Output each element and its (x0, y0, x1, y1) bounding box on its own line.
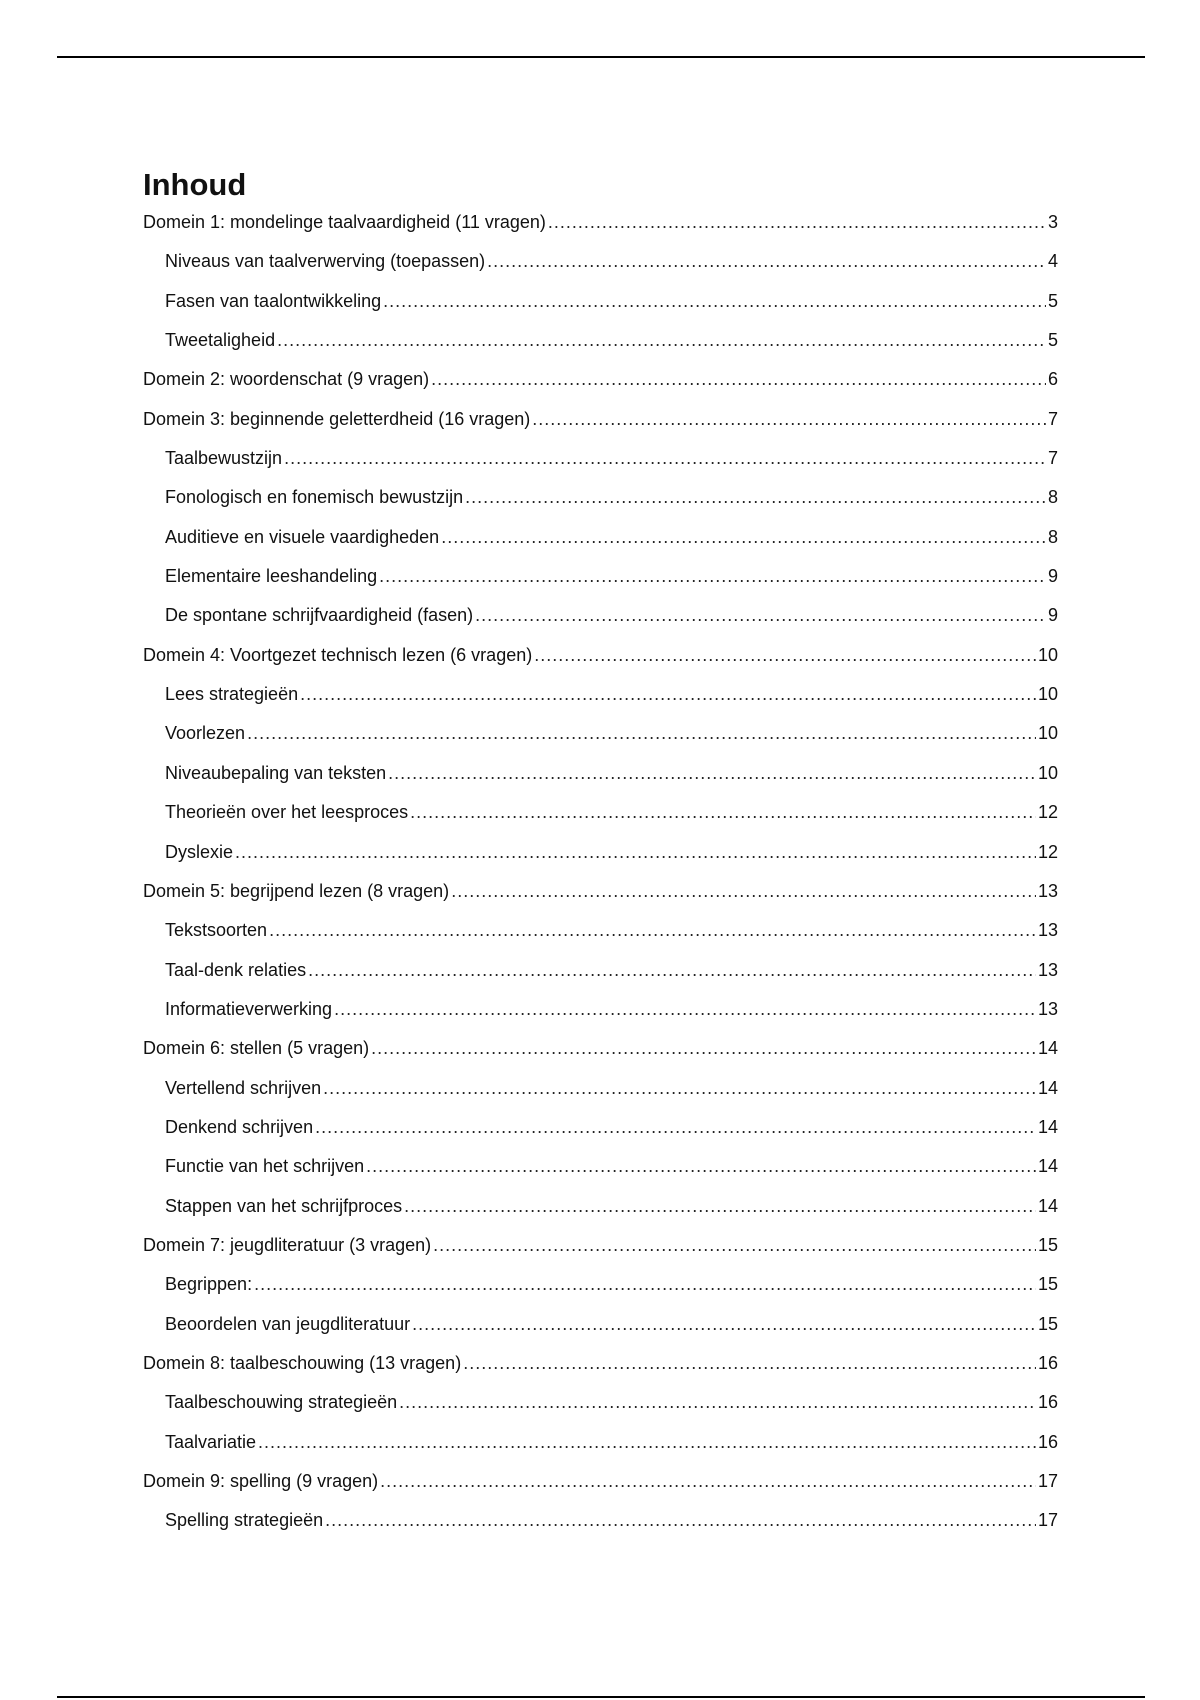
toc-entry-label: Vertellend schrijven (165, 1077, 322, 1098)
toc-item (143, 761, 1058, 800)
toc-entry-subsection[interactable] (143, 249, 1058, 288)
toc-entry-label: Elementaire leeshandeling (165, 566, 378, 587)
toc-entry-label: Domein 4: Voortgezet technisch lezen (6 vragen) (143, 644, 533, 665)
toc-entry-label: Stappen van het schrijfproces (165, 1195, 403, 1216)
toc-entry-domain[interactable] (143, 643, 1058, 682)
toc-item (143, 721, 1058, 760)
footer-rule (57, 1696, 1145, 1698)
toc-entry-page-number: 14 (1037, 1156, 1058, 1177)
toc-dot-leader (410, 802, 1036, 822)
toc-entry-page-number: 14 (1037, 1038, 1058, 1059)
toc-item (143, 1508, 1058, 1547)
toc-entry-label: Voorlezen (165, 723, 246, 744)
toc-entry-page-number: 17 (1037, 1510, 1058, 1531)
toc-dot-leader (532, 409, 1046, 429)
toc-entry-page-number: 5 (1047, 330, 1058, 351)
toc-entry-page-number: 16 (1037, 1352, 1058, 1373)
toc-dot-leader (371, 1038, 1036, 1058)
toc-entry-domain[interactable] (143, 1233, 1058, 1272)
toc-entry-label: Denkend schrijven (165, 1116, 314, 1137)
toc-item (143, 997, 1058, 1036)
toc-item (143, 840, 1058, 879)
toc-dot-leader (315, 1117, 1036, 1137)
toc-entry-domain[interactable] (143, 367, 1058, 406)
toc-item (143, 1233, 1058, 1272)
toc-entry-page-number: 8 (1047, 487, 1058, 508)
toc-item (143, 289, 1058, 328)
toc-entry-subsection[interactable] (143, 682, 1058, 721)
toc-entry-label: Domein 8: taalbeschouwing (13 vragen) (143, 1352, 462, 1373)
toc-item (143, 446, 1058, 485)
toc-entry-label: Tekstsoorten (165, 920, 268, 941)
toc-item (143, 1469, 1058, 1508)
toc-entry-subsection[interactable] (143, 564, 1058, 603)
toc-entry-label: Domein 9: spelling (9 vragen) (143, 1471, 379, 1491)
toc-entry-page-number: 17 (1037, 1471, 1058, 1491)
toc-entry-label: Domein 5: begrijpend lezen (8 vragen) (143, 880, 450, 901)
toc-item (143, 525, 1058, 564)
toc-entry-page-number: 12 (1037, 802, 1058, 823)
toc-entry-subsection[interactable] (143, 446, 1058, 485)
toc-dot-leader (300, 684, 1036, 704)
toc-entry-page-number: 15 (1037, 1234, 1058, 1255)
toc-dot-leader (548, 212, 1046, 232)
toc-entry-domain[interactable] (143, 1351, 1058, 1390)
toc-entry-page-number: 13 (1037, 998, 1058, 1019)
toc-item (143, 918, 1058, 957)
toc-entry-label: Taalvariatie (165, 1431, 257, 1452)
toc-dot-leader (404, 1196, 1036, 1216)
toc-entry-page-number: 12 (1037, 841, 1058, 862)
toc-dot-leader (269, 920, 1036, 940)
toc-entry-subsection[interactable] (143, 1076, 1058, 1115)
toc-dot-leader (284, 448, 1046, 468)
toc-entry-domain[interactable] (143, 407, 1058, 446)
toc-dot-leader (412, 1314, 1036, 1334)
toc-entry-page-number: 6 (1047, 369, 1058, 390)
toc-entry-page-number: 15 (1037, 1274, 1058, 1295)
toc-entry-page-number: 13 (1037, 920, 1058, 941)
toc-dot-leader (451, 881, 1036, 901)
toc-entry-label: Begrippen: (165, 1274, 253, 1295)
toc-entry-label: Theorieën over het leesproces (165, 802, 409, 823)
toc-item (143, 1272, 1058, 1311)
toc-entry-label: Taalbewustzijn (165, 448, 283, 469)
toc-title: Inhoud (143, 167, 247, 202)
toc-entry-label: Niveaus van taalverwerving (toepassen) (165, 251, 486, 272)
toc-entry-domain[interactable] (143, 879, 1058, 918)
toc-entry-label: Auditieve en visuele vaardigheden (165, 526, 440, 547)
toc-dot-leader (254, 1274, 1036, 1294)
toc-entry-page-number: 3 (1047, 212, 1058, 232)
toc-item (143, 1351, 1058, 1390)
toc-dot-leader (380, 1471, 1036, 1491)
toc-item (143, 879, 1058, 918)
toc-entry-subsection[interactable] (143, 1390, 1058, 1429)
toc-dot-leader (325, 1510, 1036, 1530)
toc-entry-subsection[interactable] (143, 997, 1058, 1036)
toc-dot-leader (383, 291, 1046, 311)
toc-dot-leader (334, 999, 1036, 1019)
toc-entry-page-number: 8 (1047, 526, 1058, 547)
toc-entry-label: Domein 2: woordenschat (9 vragen) (143, 369, 430, 390)
toc-entry-subsection[interactable] (143, 1430, 1058, 1469)
toc-dot-leader (534, 645, 1036, 665)
toc-entry-page-number: 10 (1037, 644, 1058, 665)
toc-entry-page-number: 10 (1037, 684, 1058, 705)
toc-entry-label: Informatieverwerking (165, 998, 333, 1019)
toc-entry-subsection[interactable] (143, 525, 1058, 564)
toc-entry-label: Functie van het schrijven (165, 1156, 365, 1177)
toc-entry-subsection[interactable] (143, 328, 1058, 367)
toc-entry-label: Domein 3: beginnende geletterdheid (16 vragen) (143, 408, 531, 429)
toc-item (143, 249, 1058, 288)
toc-dot-leader (235, 842, 1036, 862)
toc-dot-leader (308, 960, 1036, 980)
toc-entry-page-number: 14 (1037, 1116, 1058, 1137)
toc-item (143, 1312, 1058, 1351)
toc-dot-leader (379, 566, 1046, 586)
toc-entry-domain[interactable] (143, 1036, 1058, 1075)
toc-item (143, 407, 1058, 446)
toc-entry-page-number: 9 (1047, 566, 1058, 587)
toc-entry-page-number: 7 (1047, 408, 1058, 429)
toc-entry-label: Dyslexie (165, 841, 234, 862)
toc-list (143, 210, 1058, 1548)
toc-entry-label: Beoordelen van jeugdliteratuur (165, 1313, 411, 1334)
toc-item (143, 485, 1058, 524)
toc-entry-page-number: 16 (1037, 1392, 1058, 1413)
toc-item (143, 1154, 1058, 1193)
toc-dot-leader (465, 487, 1046, 507)
toc-entry-page-number: 15 (1037, 1313, 1058, 1334)
toc-entry-page-number: 10 (1037, 723, 1058, 744)
toc-entry-domain[interactable] (143, 210, 1058, 249)
toc-entry-label: Tweetaligheid (165, 330, 276, 351)
toc-dot-leader (433, 1235, 1036, 1255)
toc-entry-page-number: 4 (1047, 251, 1058, 272)
toc-entry-subsection[interactable] (143, 1194, 1058, 1233)
toc-entry-subsection[interactable] (143, 1154, 1058, 1193)
toc-item (143, 367, 1058, 406)
toc-entry-subsection[interactable] (143, 800, 1058, 839)
toc-entry-subsection[interactable] (143, 1312, 1058, 1351)
toc-entry-label: Domein 6: stellen (5 vragen) (143, 1038, 370, 1059)
toc-item (143, 1076, 1058, 1115)
toc-item (143, 958, 1058, 997)
toc-dot-leader (431, 369, 1046, 389)
toc-item (143, 682, 1058, 721)
toc-entry-subsection[interactable] (143, 1115, 1058, 1154)
toc-entry-subsection[interactable] (143, 840, 1058, 879)
toc-item (143, 210, 1058, 249)
toc-entry-page-number: 13 (1037, 880, 1058, 901)
toc-entry-label: Fonologisch en fonemisch bewustzijn (165, 487, 464, 508)
toc-dot-leader (487, 251, 1046, 271)
toc-entry-label: Taal-denk relaties (165, 959, 307, 980)
toc-item (143, 643, 1058, 682)
toc-item (143, 1194, 1058, 1233)
toc-entry-label: Domein 1: mondelinge taalvaardigheid (11 vragen) (143, 212, 546, 232)
toc-dot-leader (323, 1078, 1036, 1098)
toc-entry-domain[interactable] (143, 1469, 1058, 1508)
toc-entry-label: De spontane schrijfvaardigheid (fasen) (165, 605, 474, 626)
toc-entry-subsection[interactable] (143, 485, 1058, 524)
toc-item (143, 1036, 1058, 1075)
toc-entry-subsection[interactable] (143, 958, 1058, 997)
toc-entry-page-number: 14 (1037, 1077, 1058, 1098)
toc-item (143, 1115, 1058, 1154)
toc-entry-page-number: 13 (1037, 959, 1058, 980)
toc-item (143, 328, 1058, 367)
toc-entry-page-number: 10 (1037, 762, 1058, 783)
toc-item (143, 1390, 1058, 1429)
toc-entry-label: Domein 7: jeugdliteratuur (3 vragen) (143, 1234, 432, 1255)
toc-entry-subsection[interactable] (143, 761, 1058, 800)
toc-entry-subsection[interactable] (143, 918, 1058, 957)
toc-entry-subsection[interactable] (143, 603, 1058, 642)
toc-entry-label: Spelling strategieën (165, 1510, 324, 1531)
toc-entry-label: Lees strategieën (165, 684, 299, 705)
toc-entry-page-number: 5 (1047, 290, 1058, 311)
toc-dot-leader (463, 1353, 1036, 1373)
toc-dot-leader (399, 1392, 1036, 1412)
toc-dot-leader (441, 527, 1046, 547)
toc-entry-subsection[interactable] (143, 1508, 1058, 1547)
toc-dot-leader (247, 723, 1036, 743)
header-rule (57, 56, 1145, 58)
toc-entry-page-number: 7 (1047, 448, 1058, 469)
toc-entry-page-number: 14 (1037, 1195, 1058, 1216)
toc-dot-leader (475, 605, 1046, 625)
toc-entry-subsection[interactable] (143, 1272, 1058, 1311)
toc-item (143, 800, 1058, 839)
toc-item (143, 1430, 1058, 1469)
toc-entry-label: Fasen van taalontwikkeling (165, 290, 382, 311)
toc-entry-subsection[interactable] (143, 289, 1058, 328)
toc-entry-page-number: 9 (1047, 605, 1058, 626)
toc-item (143, 603, 1058, 642)
toc-dot-leader (366, 1156, 1036, 1176)
toc-entry-page-number: 16 (1037, 1431, 1058, 1452)
table-of-contents (143, 160, 1058, 1548)
toc-dot-leader (388, 763, 1036, 783)
toc-entry-label: Niveaubepaling van teksten (165, 762, 387, 783)
toc-entry-label: Taalbeschouwing strategieën (165, 1392, 398, 1413)
toc-entry-subsection[interactable] (143, 721, 1058, 760)
toc-item (143, 564, 1058, 603)
toc-dot-leader (258, 1432, 1036, 1452)
toc-dot-leader (277, 330, 1046, 350)
